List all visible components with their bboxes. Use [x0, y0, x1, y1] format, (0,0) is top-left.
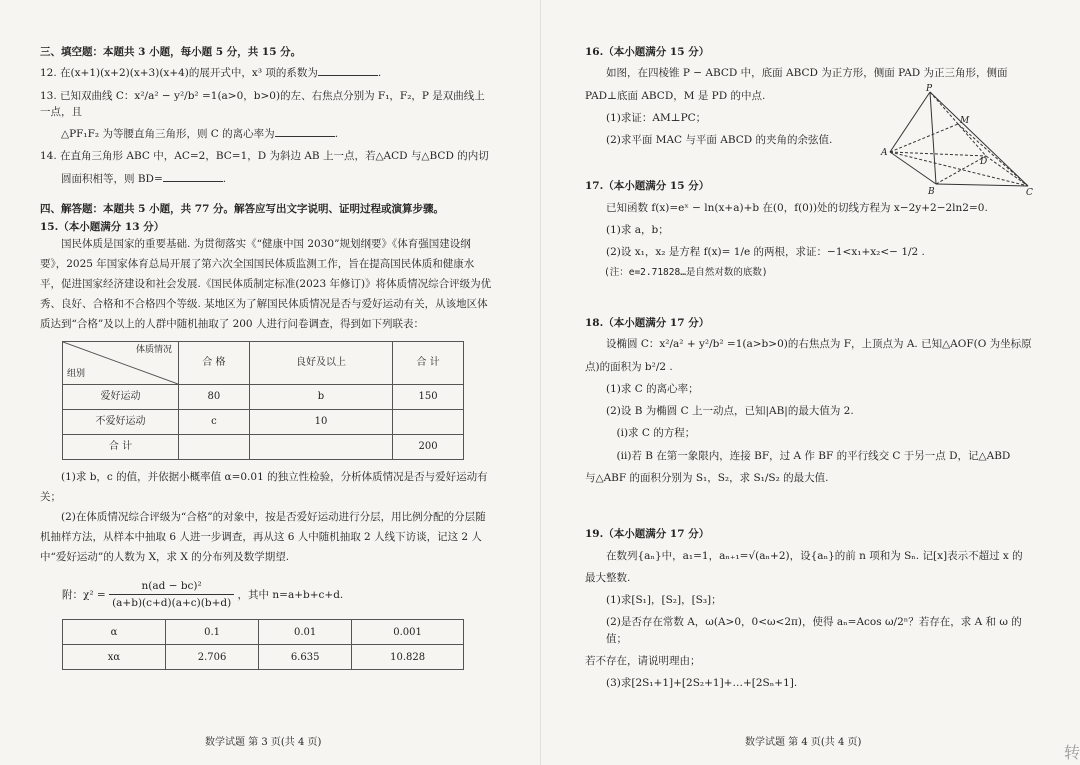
chi-square-formula	[62, 578, 495, 612]
page-gutter	[540, 0, 541, 765]
table-cell: α	[63, 620, 166, 645]
table-cell: 0.1	[166, 620, 259, 645]
table-header-cell: 合 计	[393, 342, 464, 385]
answer-blank-12	[318, 65, 378, 76]
question-18-part-2: (2)设 B 为椭圆 C 上一动点，已知|AB|的最大值为 2.	[606, 405, 854, 418]
formula-fraction	[109, 578, 234, 612]
question-18-part-2-ii: (ii)若 B 在第一象限内，连接 BF，过 A 作 BF 的平行线交 C 于另一点 D，记△ABD	[616, 449, 1011, 462]
table-cell: 200	[393, 435, 464, 460]
table-header-cell: 良好及以上	[249, 342, 392, 385]
question-19-part-2b: 若不存在，请说明理由；	[585, 654, 701, 667]
table-cell: c	[179, 410, 250, 435]
question-16-title: 16.（本小题满分 15 分）	[585, 46, 710, 58]
left-page	[40, 42, 495, 670]
label-m: M	[960, 116, 970, 126]
question-19-part-1: (1)求[S₁]，[S₂]，[S₃]；	[606, 594, 722, 607]
question-15-part-2: (2)在体质情况综合评级为“合格”的对象中，按是否爱好运动进行分层，用比例分配的分层随机抽样方法，从样本中抽取 6 人进一步调查，再从这 6 人中随机抽取 2 人线下访谈，记这 2 人中“爱好运动”的人数为 X，求 X 的分布列及数学期望.	[40, 510, 486, 563]
question-16-part-1: (1)求证：AM⊥PC；	[606, 111, 707, 124]
question-18-part-2-i: (i)求 C 的方程；	[616, 427, 696, 440]
table-header-cell: 合 格	[179, 342, 250, 385]
question-18-part-1: (1)求 C 的离心率；	[606, 382, 699, 395]
table-cell: 0.01	[259, 620, 352, 645]
table-row	[63, 645, 464, 670]
question-19-a: 在数列{aₙ}中，a₁=1，aₙ₊₁=√(aₙ+2)，设{aₙ}的前 n 项和为 Sₙ. 记[x]表示不超过 x 的	[606, 549, 1023, 562]
corner-top-label: 体质情况	[135, 345, 172, 356]
table-cell: 150	[393, 385, 464, 410]
edge-pb	[930, 92, 936, 184]
answer-section-title: 四、解答题：本题共 5 小题，共 77 分。解答应写出文字说明、证明过程或演算步骤。	[40, 202, 445, 215]
table-row	[63, 435, 464, 460]
table-row	[63, 385, 464, 410]
table-cell: 80	[179, 385, 250, 410]
pyramid-figure	[878, 84, 1038, 196]
formula-suffix: ，其中 n=a+b+c+d.	[237, 588, 344, 601]
edge-ad	[890, 152, 986, 156]
question-16-a: 如图，在四棱锥 P − ABCD 中，底面 ABCD 为正方形，侧面 PAD 为正三角形，侧面	[606, 67, 1008, 80]
question-16-part-2: (2)求平面 MAC 与平面 ABCD 的夹角的余弦值.	[606, 134, 833, 147]
question-13-b: △PF₁F₂ 为等腰直角三角形，则 C 的离心率为 .	[61, 128, 339, 141]
contingency-table	[62, 341, 464, 460]
formula-denominator: (a+b)(c+d)(a+c)(b+d)	[112, 597, 232, 610]
table-header-row	[63, 342, 464, 385]
corner-watermark-text: 转	[1063, 743, 1080, 762]
table-cell: 2.706	[166, 645, 259, 670]
question-13-a: 13. 已知双曲线 C：x²/a² − y²/b² =1(a>0，b>0)的左、右焦点分别为 F₁，F₂，P 是双曲线上一点，且	[40, 89, 485, 118]
table-cell: 10	[249, 410, 392, 435]
answer-blank-14	[163, 171, 223, 182]
table-cell: 爱好运动	[63, 385, 179, 410]
answer-blank-13	[275, 126, 335, 137]
label-p: P	[926, 84, 933, 94]
table-cell: 合 计	[63, 435, 179, 460]
question-18-title: 18.（本小题满分 17 分）	[585, 317, 710, 330]
edge-pa	[890, 92, 930, 152]
question-17-a: 已知函数 f(x)=eˣ − ln(x+a)+b 在(0，f(0))处的切线方程为 x−2y+2−2ln2=0.	[606, 201, 988, 214]
question-19-title: 19.（本小题满分 17 分）	[585, 528, 710, 541]
table-cell	[179, 435, 250, 460]
table-cell: 0.001	[352, 620, 464, 645]
diagonal-bd	[936, 156, 986, 184]
table-corner-cell	[63, 342, 179, 385]
segment-am	[890, 124, 958, 152]
table-cell: 6.635	[259, 645, 352, 670]
corner-bottom-label: 组别	[67, 369, 86, 380]
label-c: C	[1026, 188, 1033, 196]
table-cell	[393, 410, 464, 435]
question-12: 12. 在(x+1)(x+2)(x+3)(x+4)的展开式中，x³ 项的系数为 .	[40, 67, 382, 80]
label-a: A	[881, 148, 888, 158]
question-19-b: 最大整数.	[585, 571, 631, 584]
table-cell: xα	[63, 645, 166, 670]
question-17-title: 17.（本小题满分 15 分）	[585, 180, 710, 193]
question-18-part-2-iii: 与△ABF 的面积分别为 S₁，S₂，求 S₁/S₂ 的最大值.	[585, 471, 829, 484]
table-cell: 不爱好运动	[63, 410, 179, 435]
question-19-part-3: (3)求[2S₁+1]+[2S₂+1]+…+[2Sₙ+1].	[606, 677, 798, 690]
edge-bc	[936, 184, 1028, 186]
question-14-a: 14. 在直角三角形 ABC 中，AC=2，BC=1，D 为斜边 AB 上一点，若△ACD 与△BCD 的内切	[40, 150, 489, 163]
label-d: D	[980, 157, 988, 167]
diagonal-ac	[890, 152, 1028, 186]
edge-dc	[986, 156, 1028, 186]
table-row	[63, 410, 464, 435]
question-15-title: 15.（本小题满分 13 分）	[40, 221, 165, 234]
table-row	[63, 620, 464, 645]
fill-section-title: 三、填空题：本题共 3 小题，每小题 5 分，共 15 分。	[40, 46, 302, 58]
question-17-part-1: (1)求 a，b；	[606, 223, 669, 236]
question-17-note: (注：e=2.71828…是自然对数的底数)	[604, 267, 768, 279]
formula-numerator: n(ad − bc)²	[109, 578, 234, 595]
formula-prefix: 附：χ² =	[62, 588, 106, 601]
question-16-b: PAD⊥底面 ABCD，M 是 PD 的中点.	[585, 89, 766, 102]
question-15-part-1: (1)求 b，c 的值，并依据小概率值 α=0.01 的独立性检验，分析体质情况是否与爱好运动有关；	[40, 471, 488, 504]
table-cell: 10.828	[352, 645, 464, 670]
left-page-footer: 数学试题 第 3 页(共 4 页)	[205, 737, 322, 748]
table-cell: b	[249, 385, 392, 410]
label-b: B	[928, 187, 935, 196]
question-14-b: 圆面积相等，则 BD= .	[61, 172, 227, 185]
edge-pc	[930, 92, 1028, 186]
question-17-part-2: (2)设 x₁，x₂ 是方程 f(x)= 1/e 的两根，求证：−1<x₁+x₂<− 1/2 .	[606, 246, 925, 259]
question-15-body: 国民体质是国家的重要基础. 为贯彻落实《“健康中国 2030”规划纲要》《体育强国建设纲要》，2025 年国家体育总局开展了第六次全国国民体质监测工作，旨在提高国民体质和健康水平，促进国家经济建设和社会发展.《国民体质制定标准(2023 年修订)》将体质情况综合评级为优秀、良好、合格和不合格四个等级. 某地区为了解国民体质情况是否与爱好运动有关，从该地区体质达到“合格”及以上的人群中随机抽取了 200 人进行问卷调查，得到如下列联表：	[40, 238, 492, 331]
question-18-b: 点)的面积为 b²/2 .	[585, 360, 673, 373]
segment-mc	[958, 124, 1028, 186]
right-page-footer: 数学试题 第 4 页(共 4 页)	[745, 737, 862, 748]
question-18-a: 设椭圆 C：x²/a² + y²/b² =1(a>b>0)的右焦点为 F，上顶点为 A. 已知△AOF(O 为坐标原	[606, 338, 1032, 351]
question-19-part-2: (2)是否存在常数 A，ω(A>0，0<ω<2π)，使得 aₙ=Acos ω/2ⁿ？若存在，求 A 和 ω 的值；	[606, 616, 1022, 645]
critical-value-table	[62, 619, 464, 670]
table-cell	[249, 435, 392, 460]
edge-ab	[890, 152, 936, 184]
